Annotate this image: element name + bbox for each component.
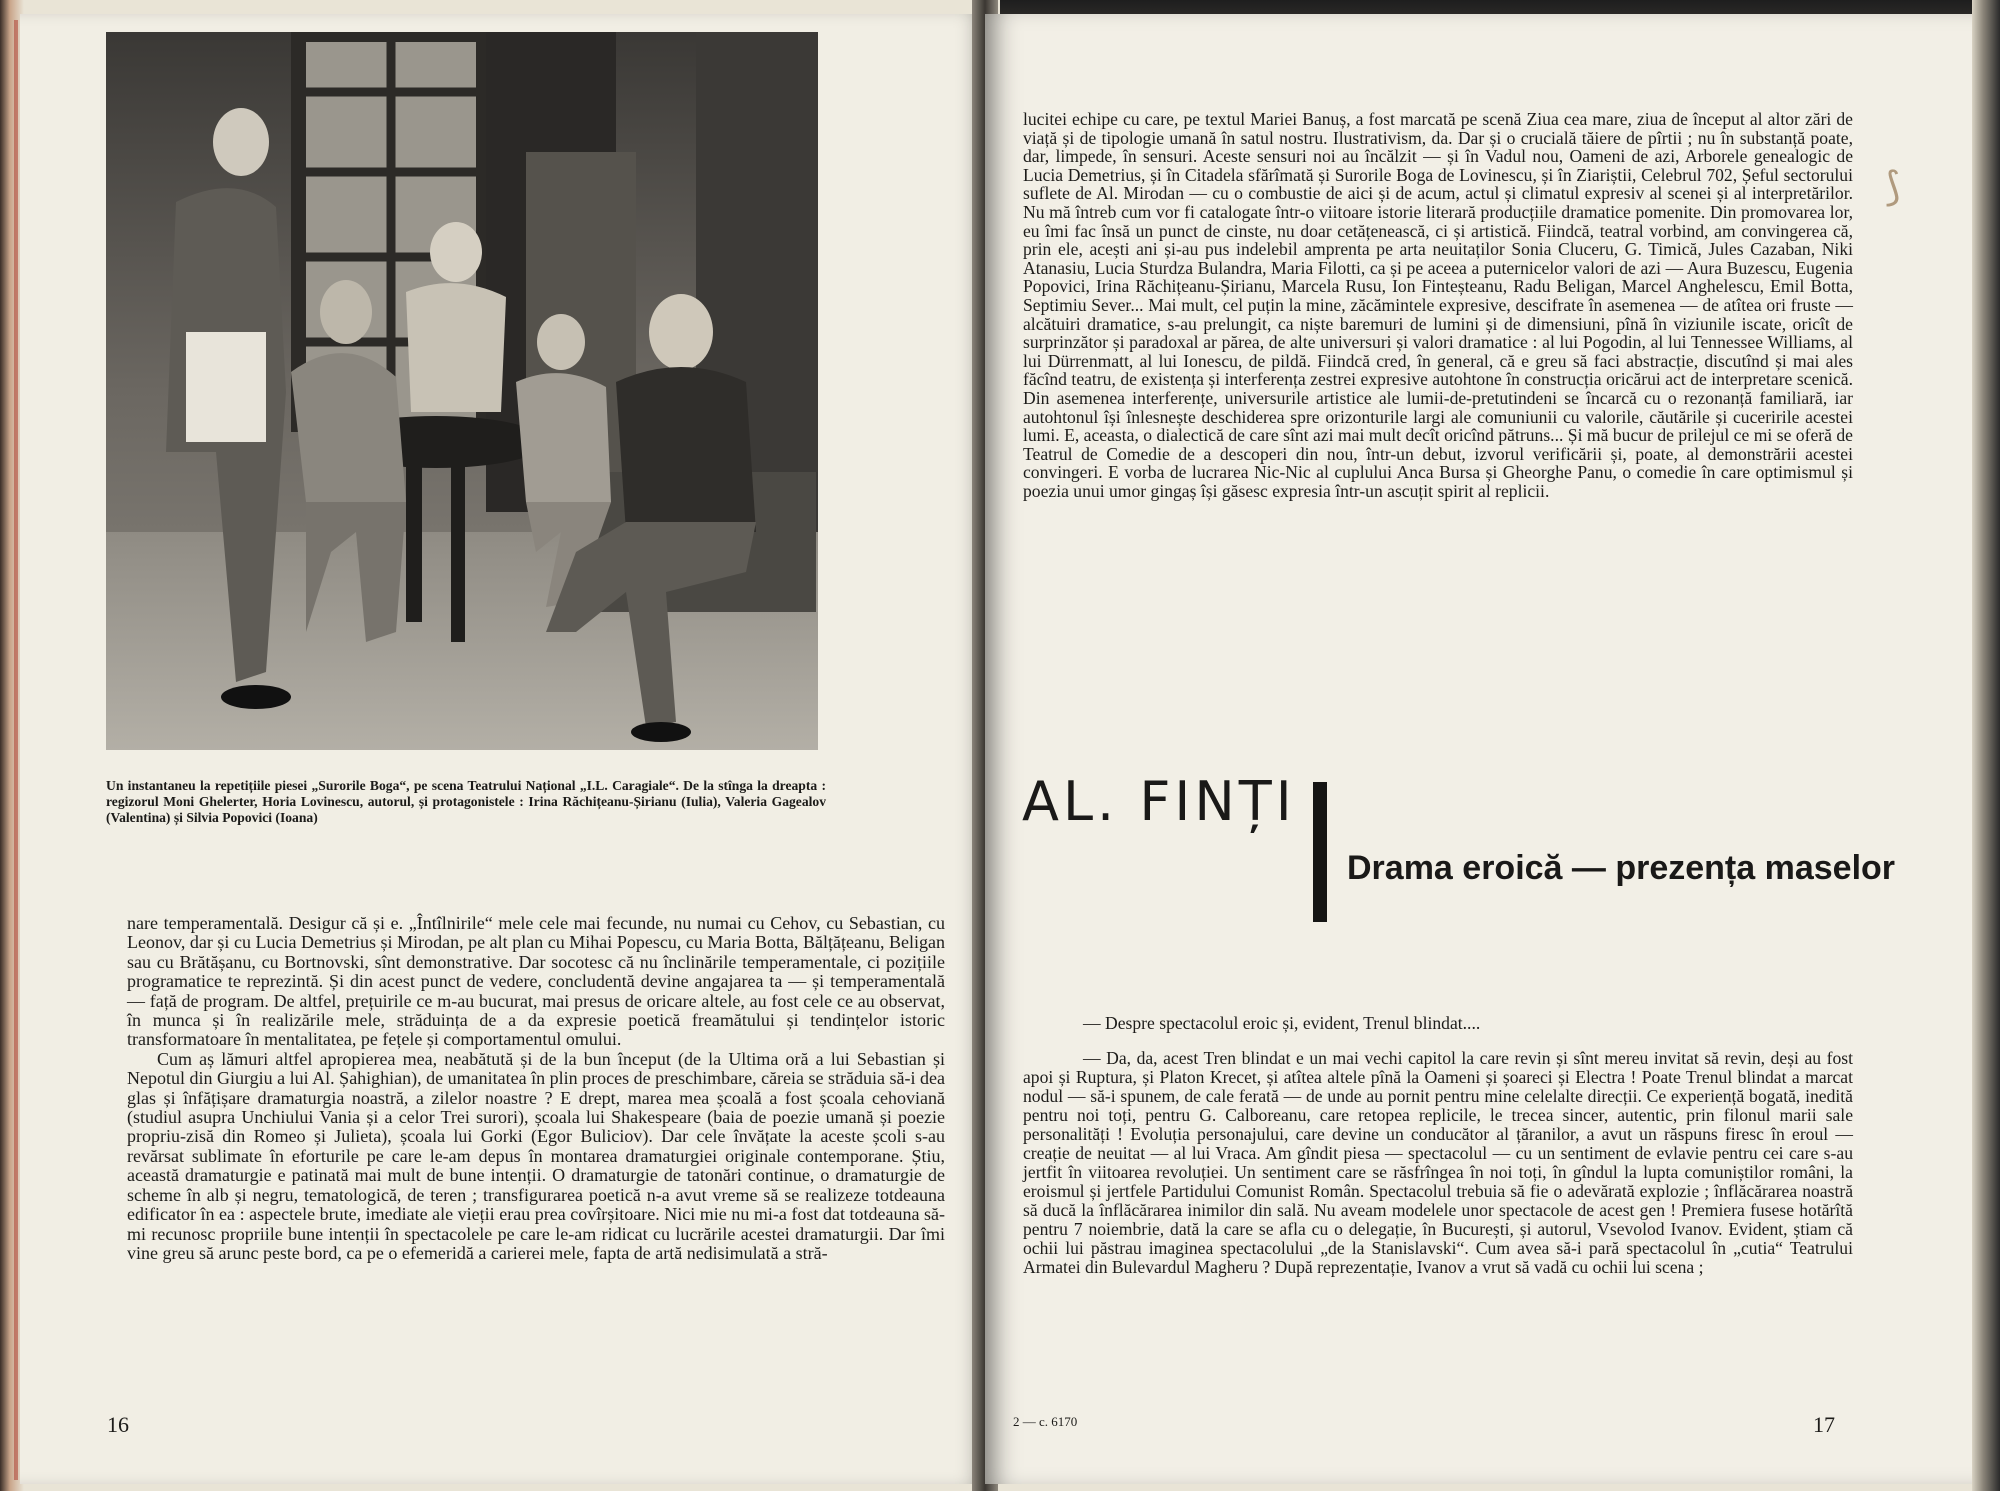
title-divider-bar [1313,782,1327,922]
right-top-text [1023,110,1853,500]
interview-question: — Despre spectacolul eroic și, evident, Trenul blindat.... [1083,1013,1481,1033]
printer-signature: 2 — c. 6170 [1013,1414,1078,1429]
photo-illustration [106,32,818,750]
photo-caption: Un instantaneu la repetițiile piesei „Surorile Boga“, pe scena Teatrului Național „I.L. Caragiale“. De la stînga la dreapta : regizorul Moni Ghelerter, Horia Lovinescu, autorul, și protagonistele : Irina Răchițeanu-Șirianu (Iulia), Valeria Gagealov (Valentina) și Silvia Popovici (Ioana) [106,778,826,825]
rehearsal-photo [106,32,818,750]
page-edge-right [1972,0,2000,1491]
left-body-text [127,914,945,1263]
article-headline: Drama eroică — prezența maselor [1347,849,1896,887]
page-number-left: 16 [107,1412,129,1437]
right-top-paragraph: lucitei echipe cu care, pe textul Mariei Banuș, a fost marcată pe scenă Ziua cea mare, ziua de început al altor zări de viață și de tipologie umană în satul nostru. Ilustrativism, da. Dar și o crucială tăiere de pîrtii ; nu în substanță poate, dar, limpede, în sensuri. Aceste sensuri noi au încălzit — și în Vadul nou, Oameni de azi, Arborele genealogic de Lucia Demetrius, și în Citadela sfărîmată și Surorile Boga de Lovinescu, și în Ziariștii, Celebrul 702, Șeful sectorului suflete de Al. Mirodan — cu o combustie de aici și de acum, actul și climatul expresiv al scenei și al interpretărilor. Nu mă întreb cum vor fi catalogate într-o viitoare istorie literară producțiile dramatice pomenite. Din promovarea lor, eu îmi fac însă un punct de cinste, nu doar cetățenească, ci și artistică. Fiindcă, teatral vorbind, am convingerea că, prin ele, acești ani și-au pus indelebil amprenta pe arta neuitaților Sonia Cluceru, G. Timică, Jules Cazaban, Niki Atanasiu, Lucia Sturdza Bulandra, Maria Filotti, ca și pe aceea a puternicelor valori de azi — Aura Buzescu, Eugenia Popovici, Irina Răchițeanu-Șirianu, Marcela Rusu, Ion Finteșteanu, Radu Beligan, Marcel Anghelescu, Emil Botta, Septimiu Sever... Mai mult, cel puțin la mine, zăcămintele expresive, descifrate în asemenea — de atîtea ori fruste — alcătuiri dramatice, s-au prelungit, ca niște baremuri de lumini și de dimensiuni, pînă în viziunile iscate, oricît de surprinzător și paradoxal ar părea, de alte universuri și valori dramatice : al lui Pogodin, al lui Tennessee Williams, al lui Dürrenmatt, al lui Ionescu, de pildă. Fiindcă cred, în general, că e greu să faci abstracție, discutînd și mai ales făcînd teatru, de existența și interferența zestrei expresive autohtone în construcția oricărui act de interpretare scenică. Din asemenea interferențe, universurile artistice ale lumii-de-pretutindeni se încarcă cu o rezonanță familiară, iar autohtonul își înlesnește deschiderea spre orizonturile largi ale comuniunii cu valorile, căutările și cuceririle acestei lumi. E, aceasta, o dialectică de care sînt azi mai mult decît oricînd pătruns... Și mă bucur de prilejul ce mi se oferă de Teatrul de Comedie de a descoperi din nou, într-un debut, izvorul verificării și, poate, al demonstrării acestei convingeri. E vorba de lucrarea Nic-Nic al cuplului Anca Bursa și Gheorghe Panu, o comedie în care optimismul și poezia unui umor gingaș își găsesc expresia într-un ascuțit spirit al replicii. [1023,109,1853,501]
left-page [20,14,985,1484]
left-paragraph-1: nare temperamentală. Desigur că și e. „Întîlnirile“ mele cele mai fecunde, nu numai cu Cehov, cu Sebastian, cu Leonov, dar și cu Lucia Demetrius și Mirodan, pe alt plan cu Mihai Popescu, cu Maria Botta, Bălțățeanu, Beligan sau cu Brătășanu, cu Bortnovski, sînt demonstrative. Dar socotesc că nu înclinările temperamentale, ci pozițiile programatice te reprezintă. Și din acest punct de vedere, concludentă devine angajarea ta — și temperamentală — față de program. De altfel, prețuirile ce m-au bucurat, mai presus de oricare altele, au fost cele ce au observat, în munca și în realizările mele, străduința de a da expresie poetică freamătului și tendințelor istoric transformatoare în mentalitatea, pe fețele și comportamentul omului. [127,913,945,1050]
page-number-right: 17 [1813,1412,1835,1437]
interview-answer: — Da, da, acest Tren blindat e un mai vechi capitol la care revin și sînt mereu invitat să revin, deși au fost apoi și Ruptura, și Platon Krecet, și atîtea altele pînă la Oameni și șoareci și Electra ! Poate Trenul blindat a marcat nodul — să-i spunem, de cale ferată — de unde au pornit pentru mine celelalte direcții. Ce experiență bogată, inedită pentru noi toți, pentru G. Calboreanu, care retopea replicile, le trecea sincer, autentic, prin filonul marii sale personalități ! Evoluția personajului, care devine un conducător al țăranilor, a avut un răspuns firesc în eroul — creație de neuitat — al lui Vraca. Am gîndit piesa — spectacolul — cu un sentiment de evlavie pentru cei care s-au jertfit în viitoarea revoluției. Un sentiment care se răsfrîngea în noi toți, în gîndul la lupta comuniștilor români, la eroismul și jertfele Partidului Comunist Român. Spectacolul trebuia să fie o adevărată explozie ; înflăcărarea noastră să ducă la înflăcărarea inimilor din sală. Nu aveam modelele unor spectacole de acest gen ! Premiera fusese hotărîtă pentru 7 noiembrie, dată la care se afla cu o delegație, în București, și autorul, Vsevolod Ivanov. Evident, știam că ochii lui păstrau imaginea spectacolului „de la Stanislavski“. Cum avea să-i pară spectacolul în „cutia“ Teatrului Armatei din Bulevardul Magheru ? După reprezentație, Ivanov a vrut să vadă cu ochii lui scena ; [1023,1048,1853,1277]
interview-text [1023,1014,1853,1277]
author-name: AL. FINȚI [1022,770,1296,833]
page-edge-left [14,20,18,1480]
left-paragraph-2: Cum aș lămuri altfel apropierea mea, neabătută și de la bun început (de la Ultima oră a lui Sebastian și Nepotul din Giurgiu a lui Al. Șahighian), de umanitatea în plin proces de preschimbare, căreia se străduia să-i dea glas și înfățișare dramaturgia noastră, a zilelor noastre ? E drept, marea mea școală a fost școala cehoviană (studiul asupra Unchiului Vania și a celor Trei surori), școala lui Shakespeare (baia de poezie umană și poezie propriu-zisă din Romeo și Julieta), școala lui Gorki (Egor Buliciov). Dar cele învățate la aceste școli s-au revărsat sublimate în eforturile pe care le-am depus în montarea dramaturgiei originale contemporane. Știu, această dramaturgie e patinată mai mult de bune intenții. O dramaturgie de tatonări continue, o dramaturgie de scheme în alb și negru, tematologică, de teren ; transfigurarea poetică n-a avut vreme să se realizeze totdeauna edificator în ea : aspectele brute, imediate ale vieții erau prea covîrșitoare. Nici mie nu mi-a fost dat totdeauna să-mi recunosc propriile bune intenții în spectacolele pe care le-am ridicat cu lucrările acestei dramaturgii. Dar îmi vine greu să arunc peste bord, ca pe o efemeridă a carierei mele, fapta de artă nedisimulată a stră- [127,1048,945,1263]
pencil-mark-icon: ⟆ [1885,164,1901,210]
right-page [985,14,1987,1484]
